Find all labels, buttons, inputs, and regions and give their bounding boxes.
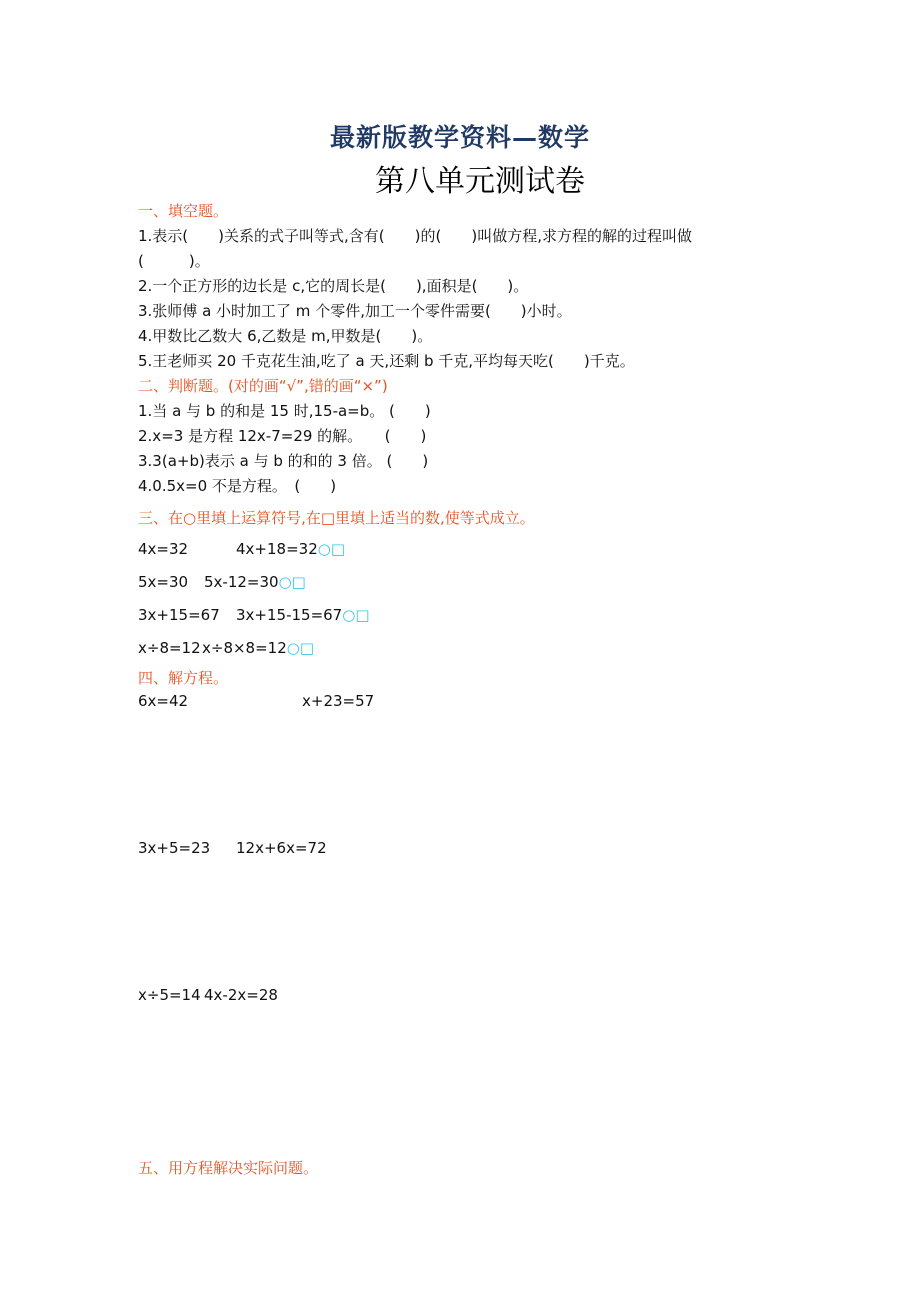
solve-equation-left: 3x+5=23 — [138, 839, 211, 857]
equation-left: 5x=30 — [138, 573, 189, 591]
equation-right: 4x+18=32○□ — [236, 540, 345, 558]
section-1-heading: 一、填空题。 — [138, 202, 229, 220]
fill-blank-item-2: 2.一个正方形的边长是 c,它的周长是( ),面积是( )。 — [138, 277, 529, 295]
equation-right: 5x-12=30○□ — [204, 573, 306, 591]
fill-blank-item-5: 5.王老师买 20 千克花生油,吃了 a 天,还剩 b 千克,平均每天吃( )千克。 — [138, 352, 635, 370]
page-title: 第八单元测试卷 — [375, 164, 585, 199]
fill-blank-item-1-cont: ( )。 — [138, 252, 210, 270]
judge-item-4: 4.0.5x=0 不是方程。 ( ) — [138, 477, 337, 495]
fill-blank-item-4: 4.甲数比乙数大 6,乙数是 m,甲数是( )。 — [138, 327, 433, 345]
circle-square-blank: ○□ — [286, 639, 315, 657]
section-2-heading: 二、判断题。(对的画“√”,错的画“×”) — [138, 377, 388, 395]
solve-equation-right: 4x-2x=28 — [204, 986, 278, 1004]
judge-item-1: 1.当 a 与 b 的和是 15 时,15-a=b。 ( ) — [138, 402, 431, 420]
equation-left: 3x+15=67 — [138, 606, 220, 624]
equation-right: 3x+15-15=67○□ — [236, 606, 370, 624]
fill-blank-item-3: 3.张师傅 a 小时加工了 m 个零件,加工一个零件需要( )小时。 — [138, 302, 572, 320]
section-4-heading: 四、解方程。 — [138, 669, 229, 687]
solve-equation-right: 12x+6x=72 — [236, 839, 327, 857]
section-5-heading: 五、用方程解决实际问题。 — [138, 1159, 319, 1177]
judge-item-3: 3.3(a+b)表示 a 与 b 的和的 3 倍。 ( ) — [138, 452, 429, 470]
circle-square-blank: ○□ — [342, 606, 370, 624]
equation-left: 4x=32 — [138, 540, 189, 558]
document-header: 最新版教学资料—数学 — [329, 123, 590, 152]
equation-right: x÷8×8=12○□ — [202, 639, 315, 657]
section-3-heading: 三、在○里填上运算符号,在□里填上适当的数,使等式成立。 — [138, 509, 535, 527]
judge-item-2: 2.x=3 是方程 12x-7=29 的解。 ( ) — [138, 427, 427, 445]
solve-equation-left: x÷5=14 — [138, 986, 201, 1004]
solve-equation-right: x+23=57 — [302, 692, 375, 710]
equation-left: x÷8=12 — [138, 639, 201, 657]
solve-equation-left: 6x=42 — [138, 692, 189, 710]
circle-square-blank: ○□ — [278, 573, 306, 591]
circle-square-blank: ○□ — [317, 540, 345, 558]
fill-blank-item-1: 1.表示( )关系的式子叫等式,含有( )的( )叫做方程,求方程的解的过程叫做 — [138, 227, 692, 245]
